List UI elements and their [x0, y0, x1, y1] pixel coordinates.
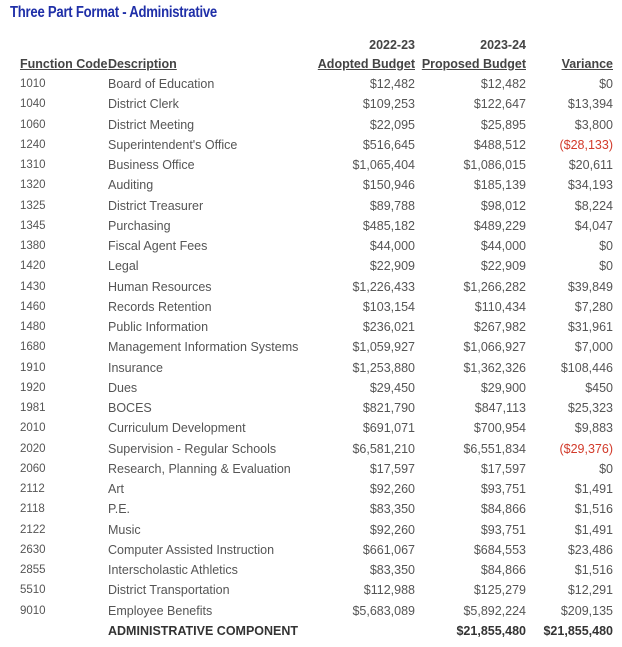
- description-cell: Insurance: [108, 360, 163, 375]
- variance-cell: $108,446: [560, 360, 613, 375]
- header-description: Description: [108, 57, 177, 71]
- table-row: [0, 256, 622, 276]
- proposed-budget-cell: $17,597: [480, 461, 526, 476]
- proposed-budget-cell: $93,751: [480, 482, 526, 496]
- function-code-cell: 1320: [20, 179, 46, 192]
- adopted-budget-cell: $12,482: [369, 77, 415, 91]
- adopted-budget-cell: $92,260: [369, 482, 415, 496]
- description-cell: Interscholastic Athletics: [108, 563, 238, 577]
- adopted-budget-cell: $661,067: [362, 542, 415, 557]
- table-row: [0, 459, 622, 479]
- variance-cell: $0: [599, 239, 613, 253]
- function-code-cell: 1010: [20, 78, 46, 90]
- variance-cell: $12,291: [567, 583, 613, 598]
- proposed-budget-cell: $125,279: [473, 583, 526, 598]
- function-code-cell: 1680: [20, 341, 46, 354]
- description-cell: Dues: [108, 380, 138, 395]
- table-row: [0, 540, 622, 560]
- table-row: [0, 135, 622, 155]
- variance-cell: $9,883: [574, 421, 613, 436]
- header-adopted-budget: Adopted Budget: [317, 57, 415, 71]
- function-code-cell: 1040: [20, 98, 46, 111]
- function-code-cell: 1430: [20, 280, 46, 293]
- description-cell: Computer Assisted Instruction: [108, 542, 275, 557]
- variance-cell: $7,000: [574, 340, 613, 355]
- description-cell: Legal: [108, 259, 139, 274]
- variance-cell: $31,961: [567, 320, 613, 334]
- table-row: [0, 560, 622, 580]
- adopted-budget-cell: $236,021: [362, 320, 415, 334]
- function-code-cell: 2112: [20, 483, 45, 495]
- variance-cell: $3,800: [574, 117, 613, 132]
- proposed-budget-cell: $700,954: [473, 421, 526, 436]
- variance-cell: $1,516: [574, 563, 613, 577]
- header-function-code: Function Code: [20, 57, 108, 71]
- description-cell: Fiscal Agent Fees: [108, 239, 208, 253]
- proposed-budget-cell: $1,066,927: [463, 340, 526, 355]
- adopted-budget-cell: $83,350: [369, 502, 415, 517]
- proposed-budget-cell: $93,751: [480, 522, 526, 537]
- adopted-budget-cell: $1,253,880: [352, 360, 415, 375]
- variance-cell: $34,193: [567, 178, 613, 193]
- table-row: [0, 398, 622, 418]
- description-cell: Music: [108, 522, 141, 537]
- page-title: Three Part Format - Administrative: [10, 4, 217, 21]
- table-row: [0, 74, 622, 94]
- function-code-cell: 9010: [20, 604, 46, 617]
- adopted-budget-cell: $6,581,210: [352, 441, 415, 456]
- table-row: [0, 520, 622, 540]
- table-row: [0, 499, 622, 519]
- variance-cell: ($28,133): [559, 137, 613, 152]
- table-row: [0, 115, 622, 135]
- description-cell: BOCES: [108, 401, 152, 415]
- description-cell: District Treasurer: [108, 198, 204, 213]
- proposed-budget-cell: $25,895: [480, 117, 526, 132]
- description-cell: Management Information Systems: [108, 340, 299, 355]
- variance-cell: $0: [599, 259, 613, 274]
- variance-cell: $1,491: [574, 522, 613, 537]
- proposed-budget-cell: $5,892,224: [463, 603, 526, 618]
- proposed-budget-cell: $1,266,282: [463, 279, 526, 294]
- function-code-cell: 2630: [20, 543, 46, 556]
- function-code-cell: 1060: [20, 118, 46, 131]
- variance-cell: $13,394: [567, 97, 613, 112]
- adopted-budget-cell: $516,645: [362, 137, 415, 152]
- proposed-budget-cell: $29,900: [480, 380, 526, 395]
- description-cell: Art: [108, 482, 124, 496]
- adopted-budget-cell: $5,683,089: [352, 603, 415, 618]
- proposed-budget-cell: $12,482: [480, 77, 526, 91]
- adopted-budget-cell: $89,788: [369, 198, 415, 213]
- total-proposed: $21,855,480: [456, 623, 526, 638]
- variance-cell: $209,135: [560, 603, 613, 618]
- adopted-budget-cell: $109,253: [362, 97, 415, 112]
- total-variance: $21,855,480: [543, 623, 613, 638]
- table-row: [0, 378, 622, 398]
- description-cell: Supervision - Regular Schools: [108, 441, 277, 456]
- description-cell: P.E.: [108, 502, 131, 517]
- table-row: [0, 236, 622, 256]
- table-row: [0, 317, 622, 337]
- variance-cell: $0: [599, 77, 613, 91]
- description-cell: Records Retention: [108, 299, 212, 314]
- table-row: [0, 418, 622, 438]
- variance-cell: $1,516: [574, 502, 613, 517]
- adopted-budget-cell: $22,095: [369, 117, 415, 132]
- proposed-budget-cell: $267,982: [473, 320, 526, 334]
- function-code-cell: 1380: [20, 240, 46, 252]
- budget-table: [0, 74, 622, 641]
- proposed-budget-cell: $44,000: [480, 239, 526, 253]
- proposed-budget-cell: $1,362,326: [463, 360, 526, 375]
- adopted-budget-cell: $17,597: [369, 461, 415, 476]
- proposed-budget-cell: $84,866: [480, 563, 526, 577]
- adopted-budget-cell: $112,988: [363, 583, 415, 598]
- proposed-budget-cell: $6,551,834: [463, 441, 526, 456]
- variance-cell: $23,486: [567, 542, 613, 557]
- proposed-budget-cell: $185,139: [473, 178, 526, 193]
- description-cell: Human Resources: [108, 279, 212, 294]
- description-cell: District Clerk: [108, 97, 179, 112]
- function-code-cell: 2060: [20, 462, 46, 475]
- variance-cell: $0: [599, 461, 613, 476]
- variance-cell: $8,224: [574, 198, 613, 213]
- table-row: [0, 155, 622, 175]
- proposed-budget-cell: $98,012: [480, 198, 526, 213]
- function-code-cell: 1325: [20, 199, 46, 212]
- total-row: [0, 621, 622, 641]
- table-row: [0, 358, 622, 378]
- header-proposed-year: 2023-24: [480, 38, 526, 52]
- description-cell: Business Office: [108, 158, 195, 172]
- adopted-budget-cell: $29,450: [369, 380, 415, 395]
- proposed-budget-cell: $847,113: [474, 401, 526, 415]
- description-cell: Employee Benefits: [108, 603, 213, 618]
- table-row: [0, 196, 622, 216]
- adopted-budget-cell: $92,260: [369, 522, 415, 537]
- adopted-budget-cell: $821,790: [362, 401, 415, 415]
- proposed-budget-cell: $110,434: [474, 299, 526, 314]
- proposed-budget-cell: $84,866: [480, 502, 526, 517]
- function-code-cell: 1310: [20, 159, 46, 171]
- function-code-cell: 2118: [20, 503, 45, 516]
- total-label: ADMINISTRATIVE COMPONENT: [108, 623, 299, 638]
- variance-cell: $7,280: [574, 299, 613, 314]
- variance-cell: $20,611: [568, 158, 613, 172]
- adopted-budget-cell: $150,946: [362, 178, 415, 193]
- function-code-cell: 1460: [20, 300, 46, 313]
- description-cell: Curriculum Development: [108, 421, 246, 436]
- header-variance: Variance: [561, 57, 613, 71]
- description-cell: Research, Planning & Evaluation: [108, 461, 291, 476]
- function-code-cell: 1420: [20, 260, 46, 273]
- function-code-cell: 2020: [20, 442, 46, 455]
- description-cell: District Transportation: [108, 583, 230, 598]
- variance-cell: $1,491: [574, 482, 613, 496]
- table-row: [0, 337, 622, 357]
- description-cell: District Meeting: [108, 117, 195, 132]
- function-code-cell: 1345: [20, 219, 46, 232]
- function-code-cell: 1480: [20, 321, 46, 333]
- adopted-budget-cell: $22,909: [369, 259, 415, 274]
- description-cell: Superintendent's Office: [108, 137, 238, 152]
- variance-cell: ($29,376): [559, 441, 613, 456]
- adopted-budget-cell: $691,071: [362, 421, 415, 436]
- header-adopted-year: 2022-23: [369, 38, 415, 52]
- table-row: [0, 439, 622, 459]
- function-code-cell: 5510: [20, 584, 46, 597]
- function-code-cell: 2010: [20, 422, 46, 435]
- function-code-cell: 1240: [20, 138, 46, 151]
- description-cell: Purchasing: [108, 218, 171, 233]
- adopted-budget-cell: $103,154: [362, 299, 415, 314]
- variance-cell: $39,849: [567, 279, 613, 294]
- variance-cell: $25,323: [567, 401, 613, 415]
- table-row: [0, 297, 622, 317]
- variance-cell: $4,047: [574, 218, 613, 233]
- proposed-budget-cell: $488,512: [473, 137, 526, 152]
- header-proposed-budget: Proposed Budget: [421, 57, 526, 71]
- proposed-budget-cell: $684,553: [473, 542, 526, 557]
- table-row: [0, 601, 622, 621]
- table-row: [0, 479, 622, 499]
- adopted-budget-cell: $1,059,927: [352, 340, 415, 355]
- proposed-budget-cell: $1,086,015: [463, 158, 526, 172]
- description-cell: Auditing: [108, 178, 154, 193]
- function-code-cell: 1910: [20, 361, 46, 374]
- adopted-budget-cell: $44,000: [369, 239, 415, 253]
- proposed-budget-cell: $122,647: [473, 97, 526, 112]
- proposed-budget-cell: $22,909: [480, 259, 526, 274]
- table-row: [0, 580, 622, 600]
- function-code-cell: 1981: [20, 402, 46, 414]
- adopted-budget-cell: $83,350: [369, 563, 415, 577]
- description-cell: Public Information: [108, 320, 209, 334]
- function-code-cell: 2855: [20, 564, 46, 576]
- function-code-cell: 1920: [20, 381, 46, 394]
- table-row: [0, 175, 622, 195]
- proposed-budget-cell: $489,229: [473, 218, 526, 233]
- table-row: [0, 94, 622, 114]
- adopted-budget-cell: $1,065,404: [352, 158, 415, 172]
- variance-cell: $450: [585, 380, 613, 395]
- function-code-cell: 2122: [20, 523, 46, 536]
- description-cell: Board of Education: [108, 77, 215, 91]
- adopted-budget-cell: $1,226,433: [352, 279, 415, 294]
- table-row: [0, 277, 622, 297]
- adopted-budget-cell: $485,182: [362, 218, 415, 233]
- table-row: [0, 216, 622, 236]
